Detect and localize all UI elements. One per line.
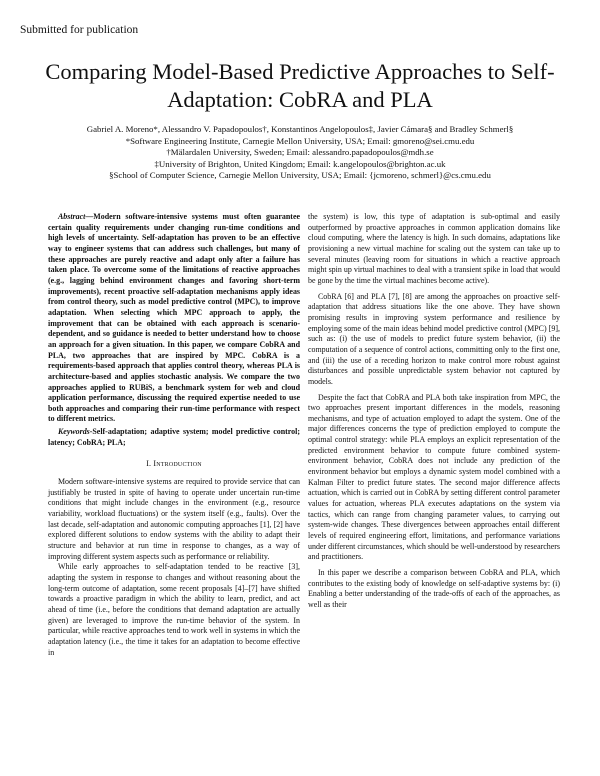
affiliation: *Software Engineering Institute, Carnegie Mellon University, USA; Email: gmoreno@sei.cmu.edu: [125, 135, 475, 146]
abstract-text: —Modern software-intensive systems must often guarantee certain quality requirements under changing run-time conditions and high levels of uncertainty. Self-adaptation has proven to be an effective way to engineer systems that can address such challenges, but many of these approaches are purely reactive and adapt only after a failure has taken place. To overcome some of the limitations of reactive approaches (e.g., lagging behind environment changes and favoring short-term improvements), recent proactive self-adaptation mechanisms apply ideas from control theory, such as model predictive control (MPC), to improve adaptation. When selecting which MPC approach to apply, the improvement that can be obtained with each approach is scenario-dependent, and so guidance is needed to better understand how to choose an approach for a given situation. In this paper, we compare CobRA and PLA, two approaches that are inspired by MPC. CobRA is a requirements-based approach that applies control theory, whereas PLA is architecture-based and applies stochastic analysis. We compare the two approaches applied to RUBiS, a benchmark system for web and cloud application performance, discussing the required expertise needed to use both approaches and comparing their run-time performance with respect to different metrics.: [48, 212, 300, 424]
affiliation: §School of Computer Science, Carnegie Mellon University, USA; Email: {jcmoreno, schmerl}@cs.cmu.edu: [109, 170, 491, 181]
paper-title: Comparing Model-Based Predictive Approaches to Self-Adaptation: CobRA and PLA: [45, 59, 555, 112]
affiliation: †Mälardalen University, Sweden; Email: alessandro.papadopoulos@mdh.se: [166, 147, 434, 158]
body-paragraph: CobRA [6] and PLA [7], [8] are among the approaches on proactive self-adaptation that address situations like the one above. They have shown promising results in improving system performance and resilience by employing some of the main ideas behind model predictive control (MPC) [9], such as: (i) the use of models to predict future system behavior, (ii) the computation of a sequence of control actions, committing only to the first one, and (iii) the use of a receding horizon to make control more robust against disturbances and possible unpredictable system behavior not captured by models.: [308, 291, 560, 386]
body-paragraph: While early approaches to self-adaptation tended to be reactive [3], adapting the system in response to changes and without reasoning about the long-term outcome of adaptation, some recent proposals [4]–[7] have shifted towards a proactive paradigm in which the ability to learn, predict, and act ahead of time (i.e., before the conditions that demand adaptation are actually given) are leveraged to improve the run-time behavior of the system. In particular, while reactive approaches tend to work well in systems in which the adaptation latency (i.e., the time it takes for an adaptation to become effective in: [48, 562, 300, 657]
left-column: [48, 212, 300, 658]
affiliation: ‡University of Brighton, United Kingdom; Email: k.angelopoulos@brighton.ac.uk: [154, 158, 446, 169]
body-paragraph: the system) is low, this type of adaptation is sub-optimal and easily outperformed by proactive approaches in common application domains like cloud computing, where the latency is high. In such domains, adaptations like provisioning a new virtual machine for scaling out the system can take up to several minutes (leaving room for situations in which a reactive approach might spin up virtual machines to deal with a transient spike in load that would be gone by the time the virtual machines become active).: [308, 212, 560, 285]
author-block: [20, 124, 580, 182]
keywords: [48, 427, 300, 448]
abstract-label: Abstract: [58, 212, 86, 221]
author-names: Gabriel A. Moreno*, Alessandro V. Papadopoulos†, Konstantinos Angelopoulos‡, Javier Cámara§ and Bradley Schmerl§: [86, 124, 514, 134]
submission-status: Submitted for publication: [20, 24, 139, 36]
section-heading: I. Introduction: [146, 459, 202, 469]
keywords-text: -Self-adaptation; adaptive system; model predictive control; latency; CobRA; PLA;: [48, 427, 300, 447]
right-column: [308, 212, 560, 611]
body-paragraph: Despite the fact that CobRA and PLA both take inspiration from MPC, the two approaches present important differences in the models, reasoning mechanisms, and type of actuation employed to adapt the system. One of the major differences concerns the type of prediction employed to compute the optimal control strategy: while PLA employs an explicit representation of the predicted environment behavior to compute future combined system-environment behavior, CobRA does not include any prediction of the environment behavior but employs a dynamic system model combined with a Kalman Filter to predict future states. The second major difference affects actuation, which is carried out in CobRA by setting different control parameter values for actuation, whereas PLA executes adaptations on the system via tactics, which can range from changing parameter values, to carrying out system-wide changes. These divergences between approaches entail different levels of required engineering effort, limitations, and performance variations under different circumstances, which should be well-understood by researchers and practitioners.: [308, 392, 560, 562]
abstract: [48, 212, 300, 425]
body-paragraph: Modern software-intensive systems are required to provide service that can justifiably be trusted in spite of having to operate under uncertain run-time conditions that might include changes in the environment (e.g., resource variability, workload fluctuations) or the system itself (e.g., faults). Over the last decade, self-adaptation and autonomic computing approaches [1], [2] have explored different solutions to endow systems with the ability to adapt their structure and behavior at run time in response to changes, as a way of improving different system aspects such as performance or reliability.: [48, 477, 300, 561]
body-paragraph: In this paper we describe a comparison between CobRA and PLA, which contributes to the existing body of knowledge on self-adaptive systems by: (i) Enabling a better understanding of the trade-offs of each of the approaches, as well as their: [308, 568, 560, 609]
keywords-label: Keywords: [58, 427, 90, 437]
